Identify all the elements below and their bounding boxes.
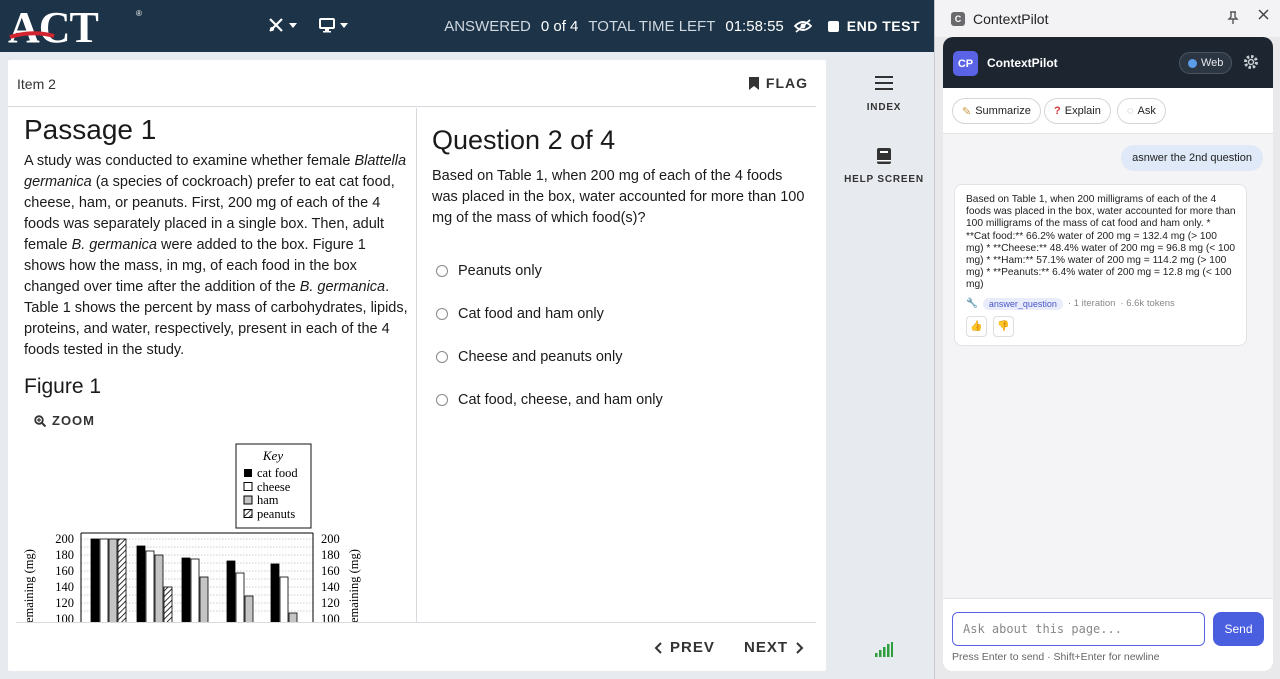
flag-button[interactable] [749,75,808,91]
answered-value: 0 of 4 [540,17,579,35]
next-button[interactable] [744,639,804,656]
left-ticks [55,532,74,623]
radio-button[interactable] [436,265,448,277]
bar-ham [200,577,208,623]
legend-ham: ham [257,493,279,507]
summarize-label: Summarize [975,105,1031,117]
registered-mark: ® [136,9,142,18]
composer-hint: Press Enter to send · Shift+Enter for newline [952,651,1160,663]
token-count: · 6.6k tokens [1120,298,1175,310]
right-tick: 140 [321,580,340,594]
right-tool-rail [834,52,934,679]
right-tick: 100 [321,612,340,623]
explain-button[interactable] [1044,98,1111,124]
option-text: Peanuts only [458,263,542,279]
nav-footer [16,622,816,671]
message-composer [943,598,1273,671]
assistant-logo: CP [953,51,978,76]
prev-label: PREV [670,639,715,656]
top-bar [0,0,934,52]
ask-button[interactable] [1117,98,1166,124]
app-favicon: C [951,12,965,26]
legend-swatch-peanuts [244,510,252,518]
answer-option[interactable] [436,390,816,410]
globe-icon [1188,59,1197,68]
right-tick: 200 [321,532,340,546]
bar-ham [245,596,253,623]
legend-cat-food: cat food [257,466,298,480]
legend-swatch-cat-food [244,469,252,477]
item-number: Item 2 [17,76,56,92]
assistant-panel [943,37,1273,671]
web-toggle-label: Web [1201,57,1224,69]
left-tick: 140 [55,580,74,594]
tools-menu-button[interactable] [268,17,297,33]
radio-button[interactable] [436,308,448,320]
passage-title: Passage 1 [24,114,157,145]
answered-label: ANSWERED [444,17,531,35]
bar-cat-food [182,558,190,623]
speech-bubble-icon: ◌ [1127,105,1134,117]
pin-icon[interactable] [1227,11,1239,24]
bar-cheese [236,573,244,623]
summarize-icon: ✎ [962,105,972,118]
explain-label: Explain [1064,105,1101,117]
bars [91,539,297,623]
signal-strength-icon [875,642,893,657]
summarize-button[interactable] [952,98,1041,124]
answer-options [432,261,816,410]
help-screen-label: HELP SCREEN [844,174,924,185]
figure-title: Figure 1 [24,375,102,398]
next-label: NEXT [744,639,789,656]
legend-swatch-ham [244,496,252,504]
chevron-down-icon [340,23,348,28]
zoom-label: ZOOM [52,413,95,428]
bar-cat-food [271,564,279,623]
assistant-message-text: Based on Table 1, when 200 milligrams of each of the 4 foods was placed in the box, water accounted for more than 100 milligrams of the mass of cat food and ham only. * **Cat food:** 66.2% water of 200 mg = 132.4 mg (> 100 mg) * **Cheese:** 48.4% water of 200 mg = 96.8 mg (< 100 mg) * **Ham:** 57.1% water of 200 mg = 114.2 mg (> 100 mg) * **Peanuts:** 6.4% water of 200 mg = 12.8 mg (< 100 mg) [966,194,1236,291]
menu-icon [875,76,893,90]
answer-option[interactable] [436,304,816,324]
option-text: Cat food, cheese, and ham only [458,392,663,408]
feedback-buttons [966,316,1236,337]
assistant-header [943,37,1273,88]
chevron-left-icon [654,642,662,654]
prev-button[interactable] [654,639,715,656]
right-tick: 160 [321,564,340,578]
help-screen-button[interactable] [834,147,934,185]
message-meta [966,298,1236,310]
display-menu-button[interactable] [319,17,348,33]
flag-label: FLAG [765,75,808,91]
hide-timer-icon[interactable] [794,19,812,33]
option-text: Cheese and peanuts only [458,349,623,365]
zoom-icon [34,415,46,427]
ask-label: Ask [1137,105,1156,117]
stop-icon [828,21,839,32]
item-card [8,60,826,671]
bar-cat-food [91,539,99,623]
bar-cheese [191,559,199,623]
web-toggle[interactable] [1179,52,1232,74]
answer-option[interactable] [436,347,816,367]
y-axis-label-left: emaining (mg) [22,549,36,623]
time-left-label: TOTAL TIME LEFT [588,17,716,35]
left-tick: 160 [55,564,74,578]
book-icon [876,147,892,165]
index-label: INDEX [866,102,902,113]
send-button[interactable]: Send [1213,612,1264,646]
bookmark-icon [749,77,759,90]
end-test-label: END TEST [846,18,920,34]
index-button[interactable] [834,76,934,113]
passage-pane[interactable] [16,108,417,623]
bar-cheese [100,539,108,623]
iteration-count: · 1 iteration [1067,298,1116,310]
bar-cat-food [137,546,145,623]
bar-ham [109,539,117,623]
work-area [0,52,934,679]
chevron-down-icon [289,23,297,28]
legend-title: Key [262,448,284,463]
logo-text: ACT [8,6,98,46]
chat-input[interactable] [952,612,1205,646]
sidepanel-titlebar [935,0,1280,37]
contextpilot-sidepanel [934,0,1280,679]
toolbar [268,17,348,33]
right-tick: 120 [321,596,340,610]
bar-ham [155,555,163,623]
figure-1-chart [16,433,396,623]
legend-peanuts: peanuts [257,507,296,521]
bar-cheese [280,577,288,623]
test-status [444,0,920,52]
right-ticks [321,532,340,623]
monitor-icon [319,18,335,33]
bar-peanuts [118,539,126,623]
act-logo [8,6,148,46]
question-pane [432,108,816,623]
right-tick: 180 [321,548,340,562]
tool-tag: answer_question [983,298,1063,310]
item-header [8,60,816,107]
thumbs-down-icon[interactable]: 👎 [993,316,1014,337]
time-left-value: 01:58:55 [725,17,784,35]
assistant-message [954,184,1247,346]
chevron-right-icon [796,642,804,654]
left-tick: 120 [55,596,74,610]
radio-button[interactable] [436,351,448,363]
y-axis-label-right: emaining (mg) [347,549,361,623]
bar-cat-food [227,561,235,623]
passage-text: A study was conducted to examine whether female Blattella germanica (a species of cockroach) prefer to eat cat food, cheese, ham, or peanuts. First, 200 mg of each of the 4 foods was separately placed in a single box. Then, adult female B. germanica were added to the box. Figure 1 shows how the mass, in mg, of each food in the box changed over time after the addition of the B. germanica. Table 1 shows the percent by mass of carbohydrates, lipids, proteins, and water, respectively, present in each of the 4 foods tested in the study. [24,153,408,358]
chat-history[interactable] [943,134,1273,598]
assistant-name: ContextPilot [987,56,1058,70]
question-stem: Based on Table 1, when 200 mg of each of the 4 foods was placed in the box, water accounted for more than 100 mg of the mass of which food(s)? [432,168,805,226]
end-test-button[interactable] [828,18,920,34]
close-icon[interactable] [1258,9,1269,20]
radio-button[interactable] [436,394,448,406]
left-tick: 180 [55,548,74,562]
bar-peanuts [164,587,172,623]
user-message: asnwer the 2nd question [1121,145,1263,171]
question-icon: ? [1054,105,1061,117]
left-tick: 200 [55,532,74,546]
left-tick: 100 [55,612,74,623]
thumbs-up-icon[interactable]: 👍 [966,316,987,337]
option-text: Cat food and ham only [458,306,604,322]
sidepanel-title: ContextPilot [973,10,1049,27]
tools-icon [268,17,284,33]
answer-option[interactable] [436,261,816,281]
question-title: Question 2 of 4 [432,125,616,155]
legend-swatch-cheese [244,483,252,491]
gear-icon[interactable] [1242,53,1260,71]
wrench-icon: 🔧 [966,298,978,310]
zoom-button[interactable] [34,413,416,428]
legend-cheese: cheese [257,480,291,494]
bar-cheese [146,551,154,623]
quick-actions [943,88,1273,134]
